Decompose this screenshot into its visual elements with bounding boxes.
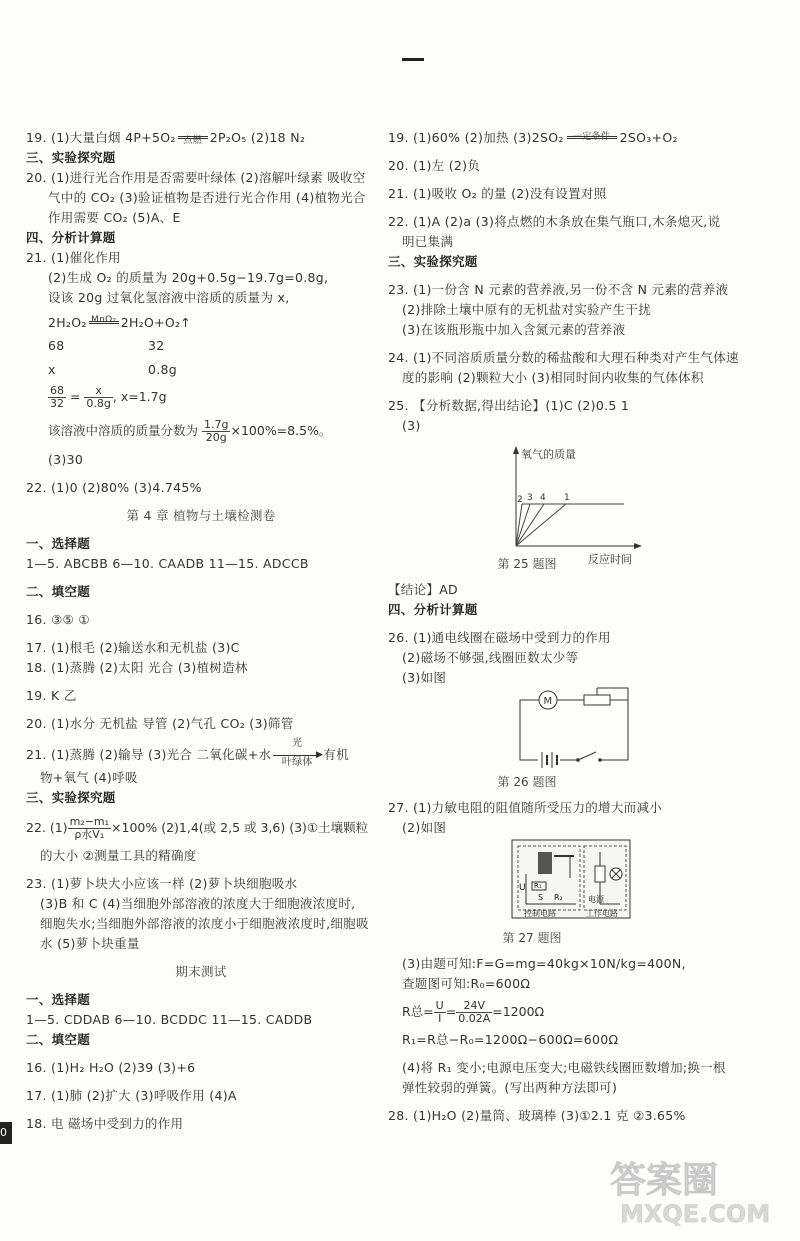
proportion-line: $\frac{68}{32}$ = $\frac{x}{0.8g}$ , x=1.7g xyxy=(50,384,167,410)
answer-line: 20. (1)水分 无机盐 导管 (2)气孔 CO₂ (3)筛管 xyxy=(26,716,294,731)
label-control: 控制电路 xyxy=(524,909,556,918)
text: R总= xyxy=(402,1004,434,1019)
electromagnet xyxy=(538,852,552,874)
section-heading: 三、实验探究题 xyxy=(26,790,116,805)
fraction xyxy=(84,385,112,410)
curve-label-3: 3 xyxy=(527,493,533,503)
section-heading: 三、实验探究题 xyxy=(388,254,478,269)
value: 68 xyxy=(48,338,65,353)
answer-line: 22. (1)A (2)a (3)将点燃的木条放在集气瓶口,木条熄灭,说 xyxy=(388,214,721,229)
answer-line: 26. (1)通电线圈在磁场中受到力的作用 xyxy=(388,630,611,645)
total-resistance-line xyxy=(388,994,766,1030)
denominator: I xyxy=(438,1012,442,1025)
text: ×100% (2)1,4(或 2,5 或 3,6) (3)①土壤颗粒 xyxy=(111,820,369,835)
curve-4 xyxy=(516,504,544,546)
text: 21. (1)蒸腾 (2)输导 (3)光合 二氧化碳+水 xyxy=(26,747,272,762)
value: 0.8g xyxy=(148,362,178,377)
answer-line: 细胞失水;当细胞外部溶液的浓度小于细胞液浓度时,细胞吸 xyxy=(40,916,369,931)
circuit-loop xyxy=(520,700,628,760)
switch-contact xyxy=(598,758,602,762)
fraction xyxy=(202,419,230,444)
curve-label-2: 2 xyxy=(517,495,523,505)
answer-line: 23. (1)萝卜块大小应该一样 (2)萝卜块细胞吸水 xyxy=(26,876,298,891)
answer-line: 24. (1)不同溶质质量分数的稀盐酸和大理石种类对产生气体速 xyxy=(388,350,739,365)
equation-line xyxy=(26,308,376,334)
denominator: 0.02A xyxy=(458,1012,491,1025)
answer-line: 明已集满 xyxy=(402,234,454,249)
chapter-title: 第 4 章 植物与土壤检测卷 xyxy=(126,508,276,523)
chapter-title: 期末测试 xyxy=(175,964,227,979)
x-axis-label: 反应时间 xyxy=(588,553,632,566)
figure-caption: 第 27 题图 xyxy=(502,931,562,945)
answer-line: 28. (1)H₂O (2)量筒、玻璃棒 (3)①2.1 克 ②3.65% xyxy=(388,1108,686,1123)
text: = xyxy=(445,1004,457,1019)
value: 32 xyxy=(148,338,165,353)
value: x xyxy=(48,362,56,377)
numerator: m₂−m₁ xyxy=(69,815,110,828)
numerator: 68 xyxy=(50,384,64,397)
answer-line: 16. ③⑤ ① xyxy=(26,612,90,627)
condition-label: 点燃 xyxy=(183,136,202,146)
rheostat xyxy=(584,695,610,705)
text: 2P₂O₅ (2)18 N₂ xyxy=(209,130,306,145)
label-s: S xyxy=(538,893,544,902)
fraction xyxy=(434,1000,446,1025)
text: 2SO₃+O₂ xyxy=(619,130,678,145)
numerator: U xyxy=(435,999,444,1012)
answer-22 xyxy=(26,816,376,846)
figure-26-circuit xyxy=(388,688,766,770)
denominator: 32 xyxy=(50,397,64,410)
figure-caption: 第 26 题图 xyxy=(497,775,557,789)
answer-line: 弹性较弱的弹簧。(写出两种方法即可) xyxy=(402,1080,618,1095)
answer-line: 的大小 ②测量工具的精确度 xyxy=(40,848,197,863)
fraction xyxy=(68,816,111,841)
answer-line: 度的影响 (2)颗粒大小 (3)相同时间内收集的气体体积 xyxy=(402,370,704,385)
fraction xyxy=(456,1000,492,1025)
text: =1200Ω xyxy=(492,1004,545,1019)
answer-line: 20. (1)左 (2)负 xyxy=(388,158,481,173)
answer-line: 【结论】AD xyxy=(388,582,458,597)
motor-label: M xyxy=(543,696,553,707)
answer-line: 25. 【分析数据,得出结论】(1)C (2)0.5 1 xyxy=(388,398,630,413)
denominator: 20g xyxy=(205,431,227,444)
answer-line: 查题图可知:R₀=600Ω xyxy=(402,976,531,991)
answer-line: 作用需要 CO₂ (5)A、E xyxy=(48,210,181,225)
condition-bottom: 叶绿体 xyxy=(281,756,313,768)
section-heading: 一、选择题 xyxy=(26,536,91,551)
y-axis-label: 氧气的质量 xyxy=(521,448,576,461)
reactant: 2H₂O₂ xyxy=(48,315,87,330)
watermark xyxy=(600,1148,790,1228)
answer-line: 18. (1)蒸腾 (2)太阳 光合 (3)植树造林 xyxy=(26,660,248,675)
y-axis-arrow xyxy=(513,446,519,454)
figure-caption: 第 25 题图 xyxy=(497,557,557,571)
answer-line: 22. (1)0 (2)80% (3)4.745% xyxy=(26,480,202,495)
product: 2H₂O+O₂↑ xyxy=(120,315,192,330)
curve-label-1: 1 xyxy=(564,493,570,503)
answer-line: (2)生成 O₂ 的质量为 20g+0.5g−19.7g=0.8g, xyxy=(48,270,329,285)
condition-label: 一定条件 xyxy=(573,132,611,142)
answer-line: (2)如图 xyxy=(402,820,447,835)
watermark-url: MXQE.COM xyxy=(620,1200,771,1228)
text: 该溶液中溶质的质量分数为 xyxy=(48,423,199,438)
answer-line: 气中的 CO₂ (3)验证植物是否进行光合作用 (4)植物光合 xyxy=(48,190,366,205)
fraction xyxy=(48,385,66,410)
result: , x=1.7g xyxy=(112,389,167,404)
curve-label-4: 4 xyxy=(540,493,546,503)
left-column xyxy=(26,128,376,1134)
text: 19. (1)大量白烟 4P+5O₂ xyxy=(26,130,176,145)
figure-27-circuit xyxy=(388,838,766,926)
answer-line: (2)磁场不够强,线圈匝数太少等 xyxy=(402,650,579,665)
denominator: 0.8g xyxy=(86,397,111,410)
mass-unknown-line xyxy=(26,358,376,382)
label-r1: R₁ xyxy=(534,882,542,890)
section-heading: 二、填空题 xyxy=(26,1032,91,1047)
text: 22. (1) xyxy=(26,820,68,835)
answer-line: (3)在该瓶形瓶中加入含氮元素的营养液 xyxy=(402,322,626,337)
answer-line: 设该 20g 过氧化氢溶液中溶质的质量为 x, xyxy=(48,290,290,305)
answer-19 xyxy=(26,128,376,148)
text: 有机 xyxy=(323,747,349,762)
answer-line: (3)B 和 C (4)当细胞外部溶液的浓度大于细胞液浓度时, xyxy=(40,896,356,911)
answer-line: 水 (5)萝卜块重量 xyxy=(40,936,140,951)
answer-line: 19. K 乙 xyxy=(26,688,77,703)
answer-line: 20. (1)进行光合作用是否需要叶绿体 (2)溶解叶绿素 吸收空 xyxy=(26,170,366,185)
numerator: 1.7g xyxy=(204,418,229,431)
x-axis-arrow xyxy=(634,543,642,549)
answer-line: 17. (1)根毛 (2)输送水和无机盐 (3)C xyxy=(26,640,240,655)
section-heading: 二、填空题 xyxy=(26,584,91,599)
answer-line: 18. 电 磁场中受到力的作用 xyxy=(26,1116,184,1131)
answer-line: 1—5. CDDAB 6—10. BCDDC 11—15. CADDB xyxy=(26,1012,313,1027)
text: 19. (1)60% (2)加热 (3)2SO₂ xyxy=(388,130,564,145)
resistor xyxy=(595,866,605,882)
answer-line: 21. (1)催化作用 xyxy=(26,250,121,265)
answer-line: 1—5. ABCBB 6—10. CAADB 11—15. ADCCB xyxy=(26,556,309,571)
section-heading: 三、实验探究题 xyxy=(26,150,116,165)
numerator: x xyxy=(84,385,112,398)
section-heading: 四、分析计算题 xyxy=(388,602,478,617)
answer-line: 27. (1)力敏电阻的阻值随所受压力的增大而减小 xyxy=(388,800,663,815)
section-heading: 四、分析计算题 xyxy=(26,230,116,245)
answer-line: 物+氧气 (4)呼吸 xyxy=(40,770,138,785)
answer-line: 16. (1)H₂ H₂O (2)39 (3)+6 xyxy=(26,1060,196,1075)
page-number-tab: 0 xyxy=(0,1122,12,1144)
watermark-text: 答案圈 xyxy=(610,1160,719,1201)
mass-fraction-line xyxy=(26,416,376,450)
answer-line: 21. (1)吸收 O₂ 的量 (2)没有设置对照 xyxy=(388,186,607,201)
answer-line: (3) xyxy=(402,418,421,433)
condition-label: MnO₂ xyxy=(91,315,117,325)
right-column xyxy=(388,128,766,1126)
denominator: ρ水V₁ xyxy=(74,828,105,841)
mass-ratio-line xyxy=(26,334,376,358)
answer-line: (3)由题可知:F=G=mg=40kg×10N/kg=400N, xyxy=(402,956,686,971)
label-power: 电源 xyxy=(588,895,604,904)
answer-line: R₁=R总−R₀=1200Ω−600Ω=600Ω xyxy=(402,1032,619,1047)
numerator: 24V xyxy=(456,1000,492,1013)
answer-line: 17. (1)肺 (2)扩大 (3)呼吸作用 (4)A xyxy=(26,1088,237,1103)
answer-19 xyxy=(388,128,766,148)
text: ×100%=8.5%。 xyxy=(230,423,332,438)
curve-2 xyxy=(516,504,522,546)
label-u: U xyxy=(519,883,526,893)
answer-line: (4)将 R₁ 变小;电源电压变大;电磁铁线圈匝数增加;换一根 xyxy=(402,1060,726,1075)
answer-line: 23. (1)一份含 N 元素的营养液,另一份不含 N 元素的营养液 xyxy=(388,282,729,297)
label-work: 工作电路 xyxy=(586,909,618,918)
answer-line: (3)如图 xyxy=(402,670,447,685)
label-r2: R₂ xyxy=(554,893,563,902)
condition-top: 光 xyxy=(292,737,303,749)
condition-arrow: 光 ▶ 叶绿体 xyxy=(273,750,321,762)
answer-line: (3)30 xyxy=(48,452,84,467)
top-dash xyxy=(402,58,424,61)
section-heading: 一、选择题 xyxy=(26,992,91,1007)
answer-line: (2)排除土壤中原有的无机盐对实验产生干扰 xyxy=(402,302,652,317)
answer-21-equation xyxy=(26,737,376,768)
